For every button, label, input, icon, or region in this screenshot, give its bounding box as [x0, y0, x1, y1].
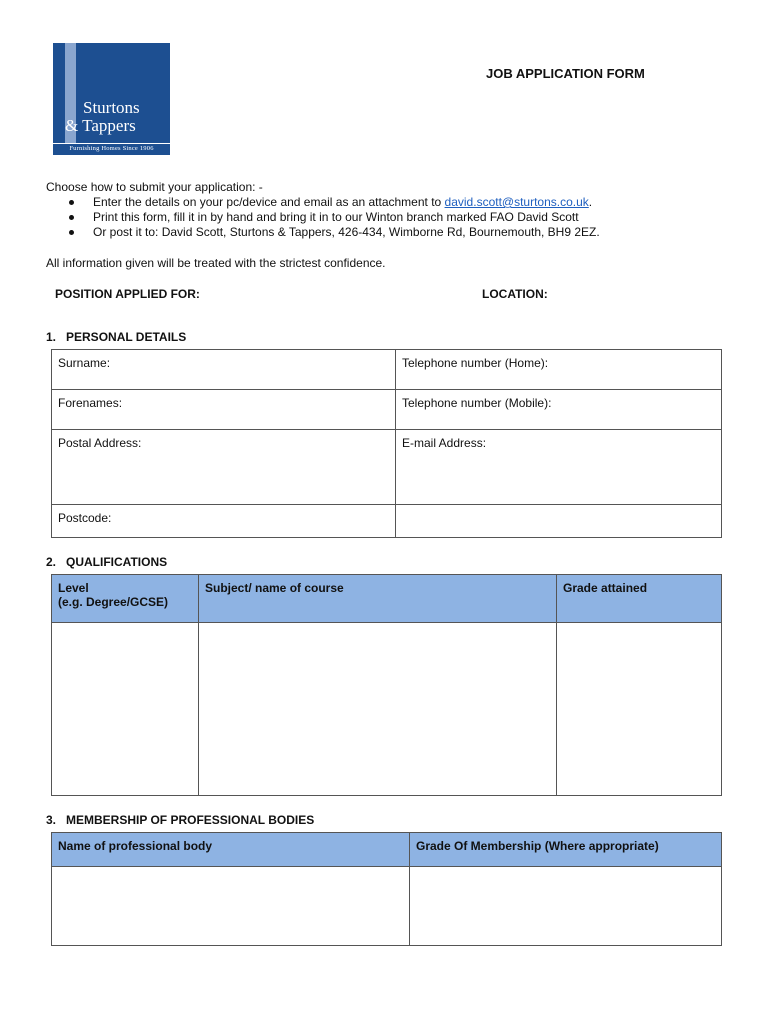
company-logo [53, 43, 170, 155]
grade-header-label: Grade attained [563, 581, 648, 595]
logo-line-2: & Tappers [65, 116, 136, 135]
section-personal-heading: 1. PERSONAL DETAILS [46, 330, 187, 344]
postcode-field[interactable] [52, 505, 396, 537]
option-print-text: Print this form, fill it in by hand and bring it in to our Winton branch marked FAO David Scott [93, 210, 579, 224]
level-entry-cell[interactable] [52, 623, 199, 795]
forenames-label: Forenames: [58, 396, 123, 410]
email-link[interactable]: david.scott@sturtons.co.uk [444, 195, 589, 209]
membership-grade-header-label: Grade Of Membership (Where appropriate) [416, 839, 659, 853]
column-header-professional-body [52, 833, 410, 867]
tel-mobile-label: Telephone number (Mobile): [402, 396, 552, 410]
submission-option-post [66, 225, 600, 240]
professional-body-header-label: Name of professional body [58, 839, 213, 853]
level-header-line-1: Level [58, 581, 89, 595]
level-header-line-2: (e.g. Degree/GCSE) [58, 595, 169, 609]
postal-address-label: Postal Address: [58, 436, 142, 450]
option-email-suffix: . [588, 195, 593, 209]
section-qualifications-heading: 2. QUALIFICATIONS [46, 555, 168, 569]
location-label: LOCATION: [482, 287, 548, 301]
empty-cell[interactable] [396, 505, 721, 537]
submission-intro: Choose how to submit your application: - [46, 180, 263, 194]
grade-entry-cell[interactable] [557, 623, 721, 795]
surname-label: Surname: [58, 356, 111, 370]
forenames-field[interactable] [52, 390, 396, 430]
column-header-subject [199, 575, 557, 623]
qualifications-table [51, 574, 722, 796]
logo-tagline: Furnishing Homes Since 1906 [53, 143, 170, 155]
bullet-icon [69, 200, 74, 205]
bullet-icon [69, 215, 74, 220]
postcode-label: Postcode: [58, 511, 112, 525]
logo-line-1: Sturtons [83, 98, 140, 117]
email-address-field[interactable] [396, 430, 721, 505]
tel-home-field[interactable] [396, 350, 721, 390]
submission-options-list [66, 195, 600, 240]
confidentiality-note: All information given will be treated with the strictest confidence. [46, 256, 386, 270]
column-header-membership-grade [410, 833, 721, 867]
option-post-text: Or post it to: David Scott, Sturtons & Tappers, 426-434, Wimborne Rd, Bournemouth, BH9 2EZ. [93, 225, 600, 239]
column-header-grade [557, 575, 721, 623]
option-email-prefix: Enter the details on your pc/device and email as an attachment to [93, 195, 445, 209]
membership-grade-entry-cell[interactable] [410, 867, 721, 945]
membership-table [51, 832, 722, 946]
submission-option-email [66, 195, 600, 210]
section-membership-heading: 3. MEMBERSHIP OF PROFESSIONAL BODIES [46, 813, 315, 827]
subject-header-label: Subject/ name of course [205, 581, 344, 595]
email-address-label: E-mail Address: [402, 436, 487, 450]
postal-address-field[interactable] [52, 430, 396, 505]
tel-mobile-field[interactable] [396, 390, 721, 430]
surname-field[interactable] [52, 350, 396, 390]
column-header-level [52, 575, 199, 623]
bullet-icon [69, 230, 74, 235]
submission-option-print [66, 210, 600, 225]
tel-home-label: Telephone number (Home): [402, 356, 549, 370]
professional-body-entry-cell[interactable] [52, 867, 410, 945]
form-title: JOB APPLICATION FORM [486, 66, 645, 81]
subject-entry-cell[interactable] [199, 623, 557, 795]
position-applied-label: POSITION APPLIED FOR: [55, 287, 200, 301]
personal-details-table [51, 349, 722, 538]
